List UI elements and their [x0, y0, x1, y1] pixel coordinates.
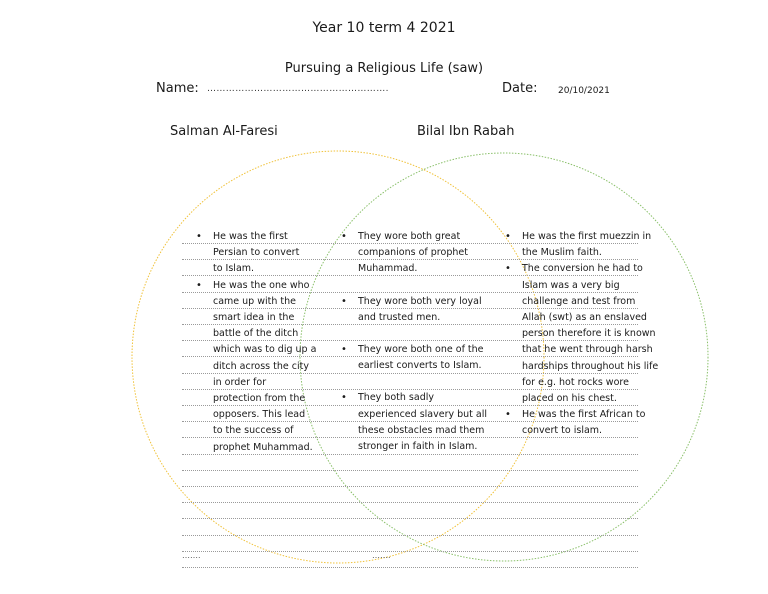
right-column — [505, 229, 682, 440]
right-item-line: person therefore it is known — [522, 328, 656, 340]
right-item-line: convert to islam. — [522, 425, 603, 437]
middle-item-line: They wore both one of the — [358, 344, 484, 356]
right-item-line: hardships throughout his life — [522, 360, 659, 372]
right-item-line: He was the first African to — [522, 409, 646, 421]
right-list — [505, 229, 682, 440]
right-item-line: challenge and test from — [522, 295, 636, 307]
middle-item-line: experienced slavery but all — [358, 408, 488, 420]
spacer — [358, 278, 508, 294]
left-item-line: battle of the ditch — [213, 328, 299, 340]
middle-item-line: Muhammad. — [358, 263, 418, 275]
left-item — [196, 229, 331, 278]
left-item-line: smart idea in the — [213, 312, 295, 324]
bullet-icon: • — [196, 231, 202, 242]
middle-item-line: They both sadly — [358, 392, 434, 404]
spacer — [358, 326, 508, 342]
middle-item — [341, 390, 508, 455]
middle-item-line: stronger in faith in Islam. — [358, 441, 478, 453]
bullet-icon: • — [505, 409, 511, 421]
left-heading: Salman Al-Faresi — [170, 124, 278, 139]
date-label: Date: — [502, 81, 538, 96]
left-item-line: to Islam. — [213, 263, 255, 275]
ruled-line — [182, 551, 638, 552]
right-item-line: He was the first muezzin in — [522, 231, 652, 242]
trailing-dots-mid: ……. — [372, 551, 391, 560]
right-heading: Bilal Ibn Rabah — [417, 124, 515, 139]
bullet-icon: • — [341, 231, 347, 242]
spacer — [358, 374, 508, 390]
year-term: Year 10 term 4 2021 — [312, 20, 456, 36]
middle-item-line: earliest converts to Islam. — [358, 360, 482, 372]
left-item-line: He was the one who — [213, 279, 310, 291]
middle-item-line: companions of prophet — [358, 247, 468, 259]
page-title: Pursuing a Religious Life (saw) — [284, 61, 484, 76]
middle-item-line: They wore both great — [358, 231, 461, 242]
middle-item — [341, 229, 508, 278]
right-item-line: for e.g. hot rocks wore — [522, 376, 629, 388]
trailing-dots-left: ……. — [182, 551, 201, 560]
left-item-line: opposers. This lead — [213, 409, 306, 421]
ruled-line — [182, 535, 638, 536]
bullet-icon: • — [196, 279, 202, 291]
middle-item — [341, 294, 508, 326]
left-item-line: Persian to convert — [213, 247, 300, 259]
right-item — [505, 229, 682, 261]
right-item — [505, 407, 682, 439]
left-item-line: ditch across the city — [213, 360, 309, 372]
middle-column — [341, 229, 508, 455]
right-item-line: that he went through harsh — [522, 344, 653, 356]
left-item-line: protection from the — [213, 393, 306, 405]
bullet-icon: • — [341, 295, 347, 307]
ruled-line — [182, 470, 638, 471]
left-item-line: He was the first — [213, 231, 288, 242]
ruled-line — [182, 486, 638, 487]
middle-item-line: these obstacles mad them — [358, 424, 485, 436]
right-item-line: placed on his chest. — [522, 393, 617, 405]
name-label: Name: — [156, 81, 199, 96]
right-item-line: the Muslim faith. — [522, 247, 602, 259]
name-field[interactable]: …………………………………………………. — [207, 84, 389, 94]
right-item-line: Allah (swt) as an enslaved — [522, 312, 647, 324]
left-item-line: to the success of — [213, 425, 294, 437]
middle-item-line: They wore both very loyal — [358, 295, 482, 307]
left-item-line: which was to dig up a — [213, 344, 317, 356]
bullet-icon: • — [505, 231, 511, 242]
bullet-icon: • — [341, 344, 347, 356]
left-item-line: prophet Muhammad. — [213, 441, 313, 453]
middle-item — [341, 342, 508, 374]
ruled-line — [182, 518, 638, 519]
ruled-line — [182, 502, 638, 503]
left-item-line: came up with the — [213, 295, 296, 307]
right-item-line: The conversion he had to — [522, 263, 643, 275]
ruled-line — [182, 567, 638, 568]
left-column — [196, 229, 331, 456]
right-item — [505, 261, 682, 407]
left-item-line: in order for — [213, 376, 267, 388]
date-value: 20/10/2021 — [558, 86, 610, 96]
left-item — [196, 278, 331, 456]
bullet-icon: • — [341, 392, 347, 404]
middle-item-line: and trusted men. — [358, 311, 441, 323]
left-list — [196, 229, 331, 456]
bullet-icon: • — [505, 263, 511, 275]
right-item-line: Islam was a very big — [522, 279, 620, 291]
middle-list — [341, 229, 508, 455]
